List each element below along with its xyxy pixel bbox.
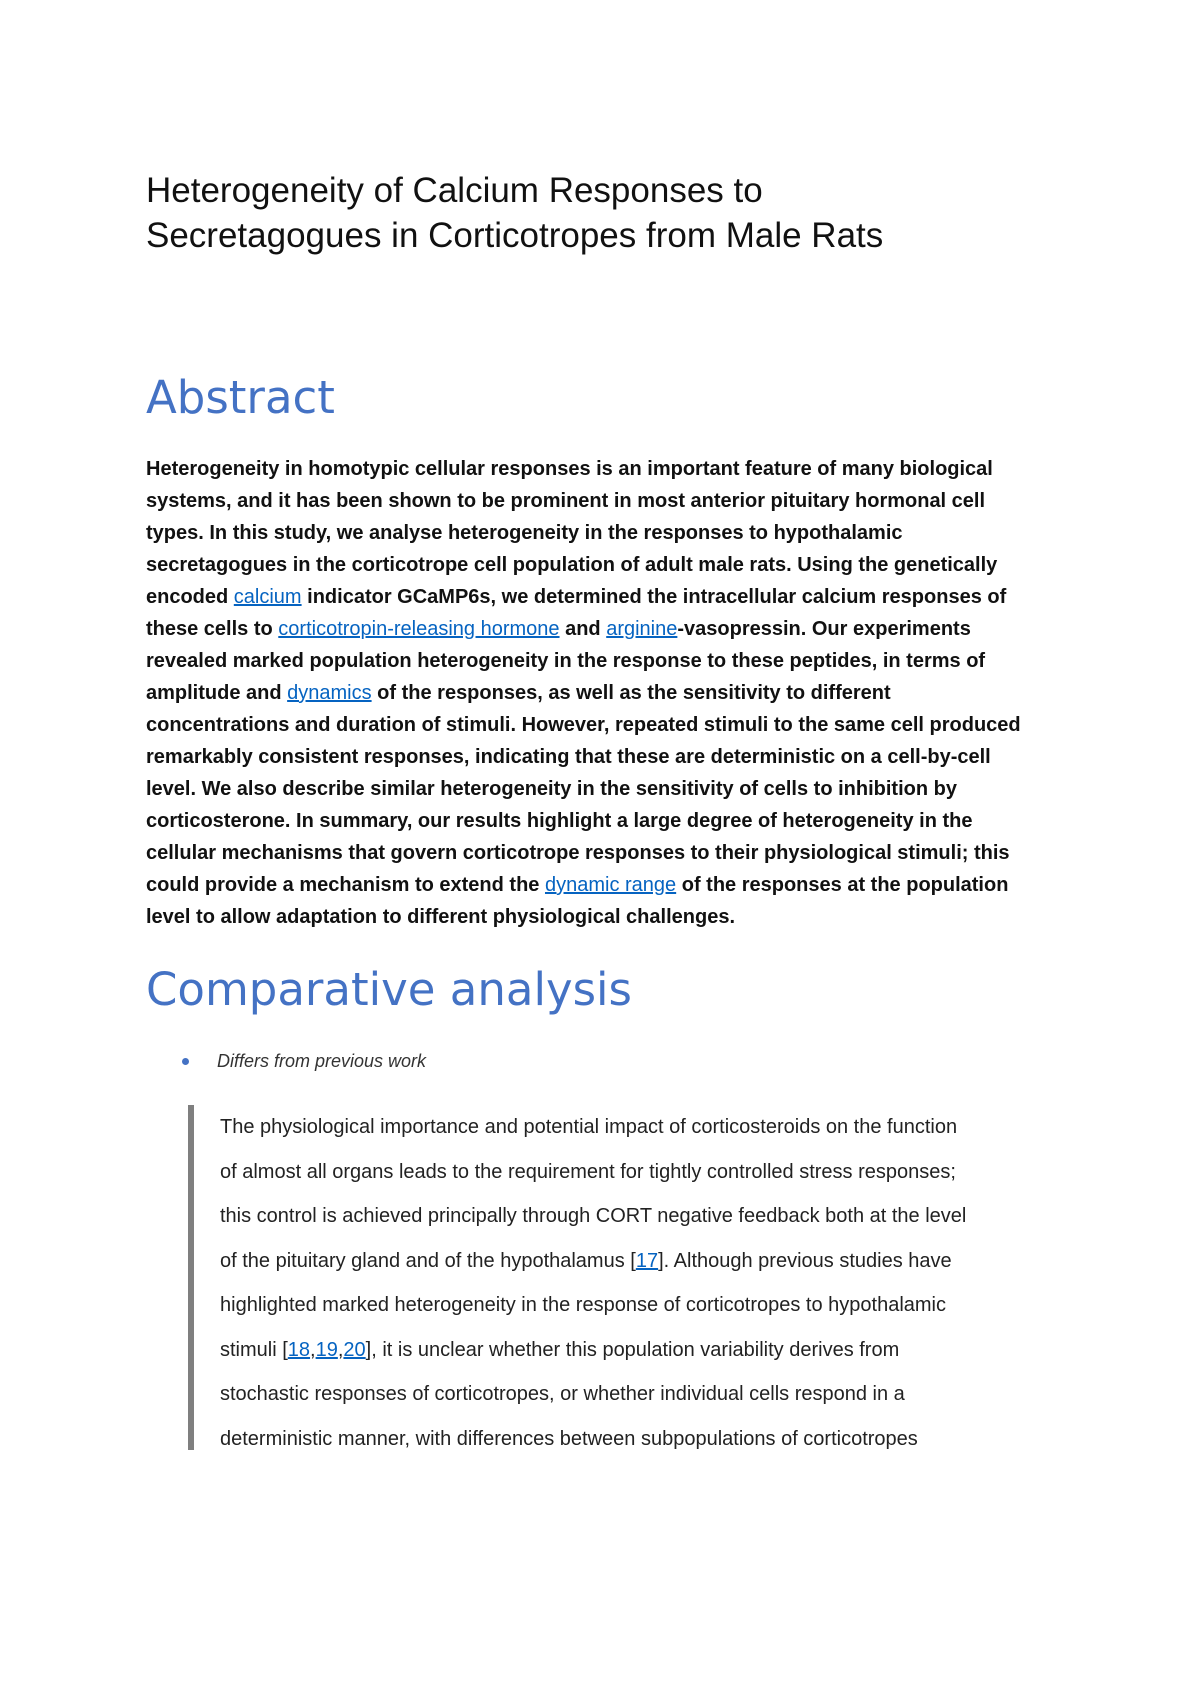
- quote-line: of almost all organs leads to the requirement for tightly controlled stress responses;: [220, 1160, 956, 1183]
- abstract-text: of the responses, as well as the sensitivity to different: [371, 682, 891, 704]
- abstract-line: level to allow adaptation to different physiological challenges.: [146, 906, 735, 928]
- quote-separator: ,: [310, 1338, 316, 1361]
- quote-text: [220, 1105, 966, 1461]
- abstract-text: -vasopressin. Our experiments: [677, 618, 971, 640]
- abstract-line: Heterogeneity in homotypic cellular responses is an important feature of many biological: [146, 458, 993, 480]
- crh-link[interactable]: corticotropin-releasing hormone: [278, 618, 560, 640]
- quote-separator: ,: [337, 1338, 344, 1361]
- abstract-text: and: [559, 618, 607, 640]
- abstract-text: could provide a mechanism to extend the: [146, 874, 545, 896]
- abstract-text: encoded: [146, 586, 234, 608]
- ref-19-link[interactable]: 19: [315, 1338, 338, 1361]
- abstract-paragraph: [146, 453, 1086, 933]
- abstract-line: secretagogues in the corticotrope cell population of adult male rats. Using the genetically: [146, 554, 998, 576]
- blockquote: [188, 1105, 1068, 1450]
- bullet-dot-icon: [182, 1058, 189, 1065]
- document-title: [146, 168, 1106, 258]
- title-line-2: Secretagogues in Corticotropes from Male Rats: [146, 216, 884, 255]
- abstract-line: cellular mechanisms that govern corticotrope responses to their physiological stimuli; this: [146, 842, 1010, 864]
- abstract-line: revealed marked population heterogeneity in the response to these peptides, in terms of: [146, 650, 986, 672]
- quote-text-part: ]. Although previous studies have: [658, 1249, 952, 1272]
- comparative-heading: Comparative analysis: [146, 963, 632, 1016]
- quote-line: stochastic responses of corticotropes, or whether individual cells respond in a: [220, 1383, 905, 1405]
- ref-17-link[interactable]: 17: [635, 1249, 659, 1272]
- abstract-text: amplitude and: [146, 682, 288, 704]
- abstract-line: [146, 613, 1086, 645]
- quote-line: The physiological importance and potential impact of corticosteroids on the function: [220, 1116, 958, 1138]
- quote-line: deterministic manner, with differences between subpopulations of corticotropes: [220, 1427, 918, 1450]
- arginine-link[interactable]: arginine: [606, 618, 678, 640]
- bullet-text: Differs from previous work: [217, 1050, 427, 1071]
- quote-text-part: stimuli [: [220, 1338, 288, 1361]
- abstract-line: [146, 677, 1086, 709]
- abstract-heading: Abstract: [146, 371, 335, 424]
- quote-bar: [188, 1105, 194, 1450]
- bullet-list-item: [182, 1048, 426, 1074]
- abstract-line: corticosterone. In summary, our results highlight a large degree of heterogeneity in the: [146, 810, 973, 832]
- quote-text-part: of the pituitary gland and of the hypothalamus [: [220, 1249, 636, 1272]
- calcium-link[interactable]: calcium: [233, 586, 302, 608]
- abstract-text: these cells to: [146, 618, 279, 640]
- quote-line: [220, 1328, 966, 1373]
- ref-18-link[interactable]: 18: [287, 1338, 311, 1361]
- ref-20-link[interactable]: 20: [343, 1338, 366, 1361]
- title-line-1: Heterogeneity of Calcium Responses to: [146, 171, 763, 210]
- abstract-text: of the responses at the population: [676, 874, 1009, 896]
- quote-text-part: ], it is unclear whether this population variability derives from: [365, 1338, 900, 1361]
- abstract-line: [146, 581, 1086, 613]
- abstract-line: concentrations and duration of stimuli. However, repeated stimuli to the same cell produced: [146, 714, 1021, 736]
- quote-line: [220, 1239, 966, 1284]
- dynamic-range-link[interactable]: dynamic range: [544, 874, 677, 896]
- abstract-line: types. In this study, we analyse heterogeneity in the responses to hypothalamic: [146, 522, 903, 544]
- abstract-line: remarkably consistent responses, indicating that these are deterministic on a cell-by-cell: [146, 746, 991, 768]
- abstract-line: systems, and it has been shown to be prominent in most anterior pituitary hormonal cell: [146, 490, 986, 512]
- abstract-line: [146, 869, 1086, 901]
- abstract-line: level. We also describe similar heterogeneity in the sensitivity of cells to inhibition by: [146, 778, 957, 800]
- dynamics-link[interactable]: dynamics: [287, 682, 372, 704]
- quote-line: highlighted marked heterogeneity in the response of corticotropes to hypothalamic: [220, 1294, 946, 1316]
- quote-line: this control is achieved principally through CORT negative feedback both at the level: [220, 1205, 967, 1227]
- abstract-text: indicator GCaMP6s, we determined the intracellular calcium responses of: [301, 586, 1007, 608]
